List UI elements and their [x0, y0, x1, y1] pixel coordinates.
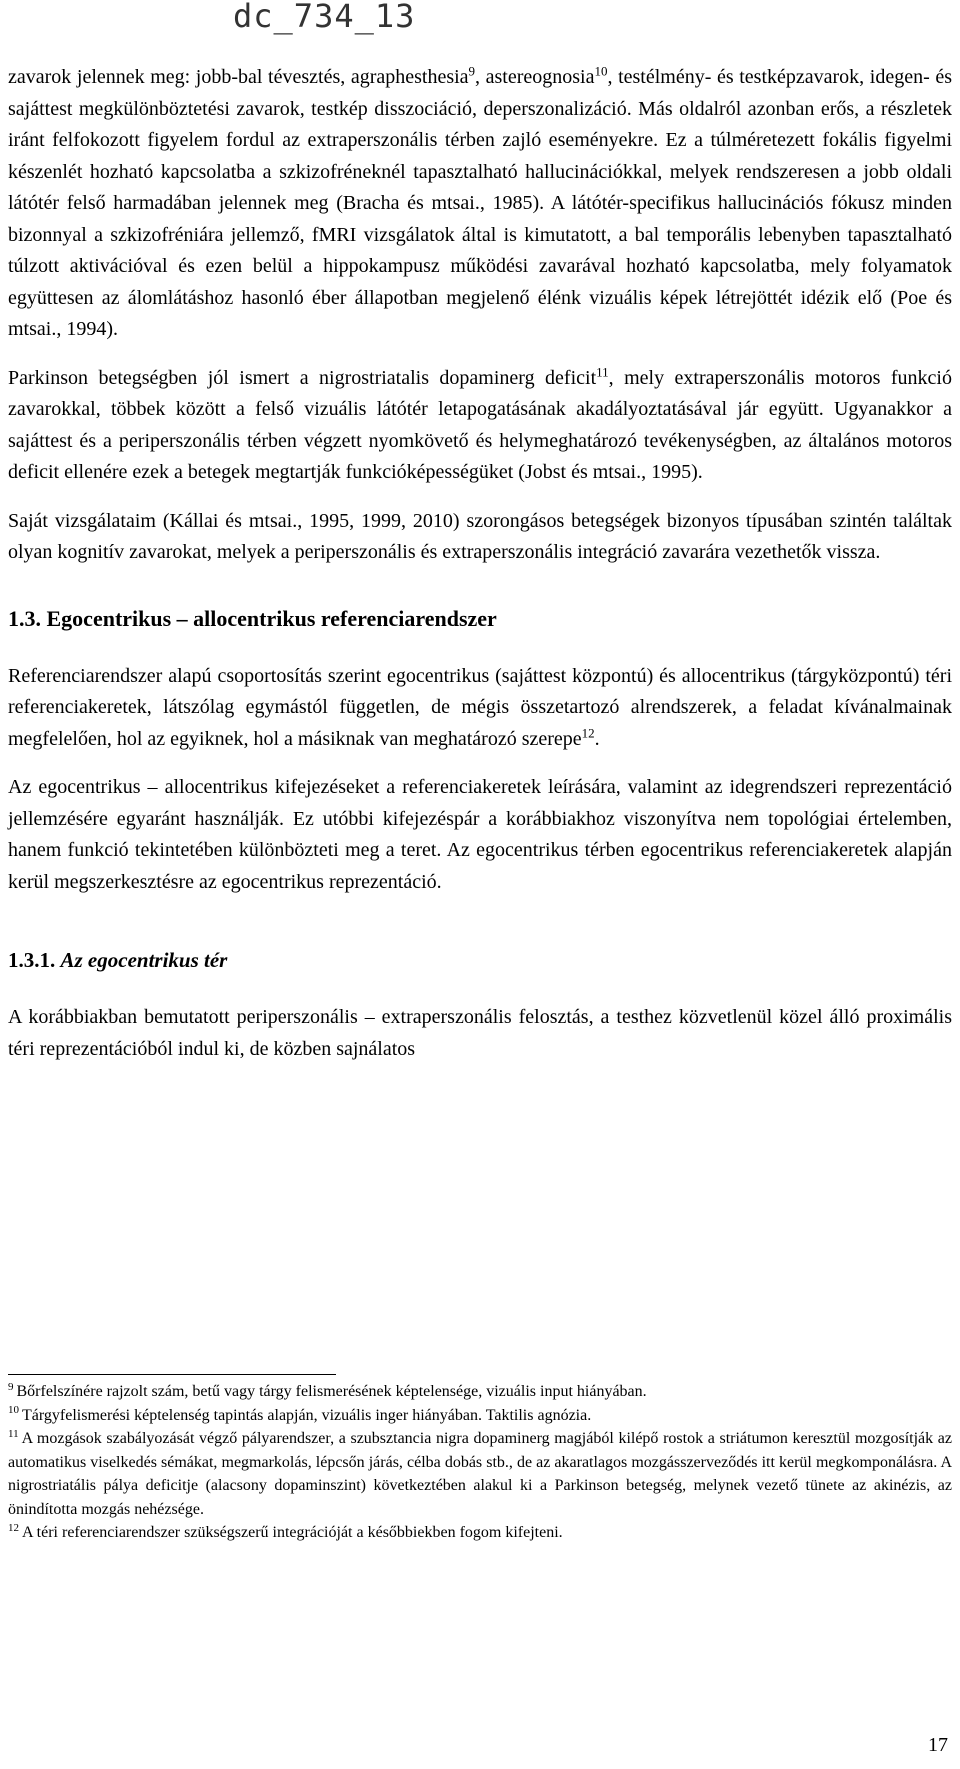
- footnote-separator: [8, 1374, 336, 1375]
- footnotes: [8, 1380, 952, 1545]
- footnote-ref-12[interactable]: 12: [581, 724, 595, 740]
- footnote-ref-9[interactable]: 9: [468, 63, 476, 79]
- footnote-10: $^{10}$ Tárgyfelismerési képtelenség tapintás alapján, vizuális inger hiányában. Taktilis agnózia.: [8, 1404, 592, 1424]
- document-id-watermark: dc_734_13: [233, 0, 416, 35]
- footnote-ref-10[interactable]: 10: [594, 63, 608, 79]
- page-number: 17: [928, 1734, 948, 1756]
- paragraph-5: Az egocentrikus – allocentrikus kifejezéseket a referenciakeretek leírására, valamint az idegrendszeri reprezentáció jellemzésére egyaránt használják. Ez utóbbi kifejezéspár a korábbiakhoz viszonyítva nem topológiai értelemben, hanem funkció tekintetében különbözteti meg a teret. Az egocentrikus térben egocentrikus referenciakeretek alapján kerül megszerkesztésre az egocentrikus reprezentáció.: [8, 776, 952, 893]
- paragraph-1: zavarok jelennek meg: jobb-bal tévesztés, agraphesthesia$^9$, astereognosia$^{10}$, testélmény- és testképzavarok, idegen- és sajáttest megkülönböztetési zavarok, testkép disszociáció, deperszonalizáció. Más oldalról azonban erős, a részletek iránt felfokozott figyelem fordul az extraperszonális térben zajló eseményekre. Ez a túlméretezett fokális figyelmi készenlét hozható kapcsolatba a szkizofréneknél tapasztalható hallucinációkkal, melyek rendszeresen a jobb oldali látótér felső harmadában jelennek meg (Bracha és mtsai., 1985). A látótér-specifikus hallucinációs fókusz minden bizonnyal a szkizofréniára jellemző, fMRI vizsgálatok által is kimutatott, a bal temporális lebenyben tapasztalható túlzott aktivációval és ezen belül a hippokampusz működési zavarával hozható kapcsolatba, mely folyamatok együttesen az álomlátáshoz hasonló éber állapotban megjelenő élénk vizuális képek létrejöttét idézik elő (Poe és mtsai., 1994).: [8, 63, 952, 340]
- footnote-ref-11[interactable]: 11: [596, 363, 609, 379]
- footnote-12: $^{12}$ A téri referenciarendszer szükségszerű integrációját a későbbiekben fogom kifejteni.: [8, 1521, 563, 1541]
- footnote-11: $^{11}$ A mozgások szabályozását végző pályarendszer, a szubsztancia nigra dopaminerg magjából kilépő rostok a striátumon keresztül mozgosítják az automatikus viselkedés sémákat, megmarkolás, lépcsőn járás, célba dobás stb., de az akaratlagos mozgásszerveződés itt kerül megkomponálásra. A nigrostriatális pálya deficitje (alacsony dopaminszint) következtében alakul ki a Parkinson betegség, melynek vezető tünete az akinézis, az önindította mozgás nehézsége.: [8, 1427, 952, 1518]
- footnote-9: $^9$ Bőrfelszínére rajzolt szám, betű vagy tárgy felismerésének képtelensége, vizuális input hiányában.: [8, 1380, 647, 1400]
- page-body: [8, 62, 952, 1065]
- paragraph-6: A korábbiakban bemutatott periperszonális – extraperszonális felosztás, a testhez közvetlenül közel álló proximális téri reprezentációból indul ki, de közben sajnálatos: [8, 1006, 952, 1060]
- paragraph-2: Parkinson betegségben jól ismert a nigrostriatalis dopaminerg deficit$^{11}$, mely extraperszonális motoros funkció zavarokkal, többek között a felső vizuális látótér letapogatásának akadályoztatásával jár együtt. Ugyanakkor a sajáttest és a periperszonális térben végzett nyomkövető és helymeghatározó tevékenységben, az általános motoros deficit ellenére ezek a betegek megtartják funkcióképességüket (Jobst és mtsai., 1995).: [8, 363, 952, 483]
- section-heading: 1.3. Egocentrikus – allocentrikus referenciarendszer: [8, 605, 497, 631]
- paragraph-4: Referenciarendszer alapú csoportosítás szerint egocentrikus (sajáttest központú) és allocentrikus (tárgyközpontú) téri referenciakeretek, látszólag egymástól független, de mégis összetartozó alrendszerek, a feladat kívánalmainak megfelelően, hol az egyiknek, hol a másiknak van meghatározó szerepe$^{12}$.: [8, 664, 952, 750]
- subsection-heading: 1.3.1. Az egocentrikus tér: [8, 948, 228, 972]
- paragraph-3: Saját vizsgálataim (Kállai és mtsai., 1995, 1999, 2010) szorongásos betegségek bizonyos típusában szintén találtak olyan kognitív zavarokat, melyek a periperszonális és extraperszonális integráció zavarára vezethetők vissza.: [8, 509, 952, 563]
